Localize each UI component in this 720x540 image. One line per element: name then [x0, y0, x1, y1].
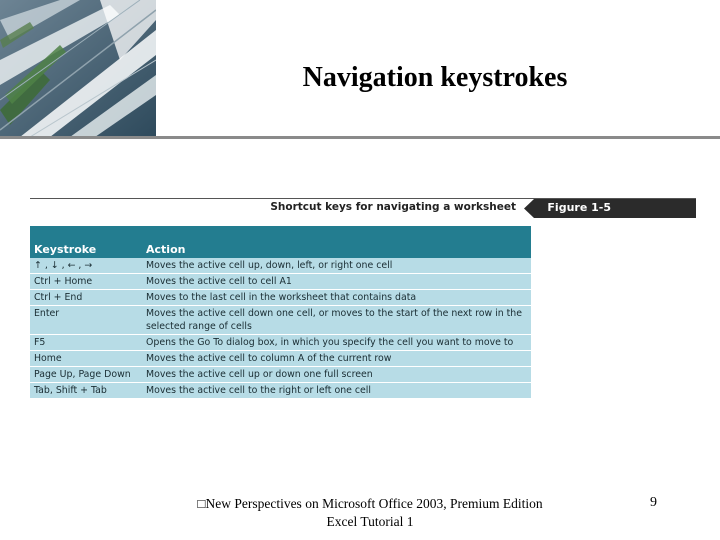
- keystroke-cell: ↑ , ↓ , ← , →: [30, 258, 142, 274]
- action-cell: Moves the active cell up, down, left, or right one cell: [142, 258, 531, 274]
- header-divider: [0, 136, 720, 139]
- figure-caption-bar: [30, 199, 696, 218]
- footer: [190, 495, 550, 531]
- column-header-keystroke: Keystroke: [30, 226, 142, 258]
- footer-glyph-icon: □: [197, 496, 206, 511]
- table-row: [30, 274, 531, 290]
- table-row: [30, 383, 531, 399]
- action-cell: Moves to the last cell in the worksheet that contains data: [142, 290, 531, 306]
- keystroke-cell: F5: [30, 335, 142, 351]
- slide-title: Navigation keystrokes: [302, 62, 568, 93]
- column-header-action: Action: [142, 226, 531, 258]
- architecture-photo: [0, 0, 156, 137]
- action-cell: Moves the active cell down one cell, or moves to the start of the next row in the selected range of cells: [142, 306, 531, 335]
- keystroke-cell: Tab, Shift + Tab: [30, 383, 142, 399]
- action-cell: Moves the active cell up or down one full screen: [142, 367, 531, 383]
- table-row: [30, 258, 531, 274]
- keystroke-cell: Ctrl + Home: [30, 274, 142, 290]
- action-cell: Moves the active cell to column A of the current row: [142, 351, 531, 367]
- table-row: [30, 290, 531, 306]
- footer-line-2: Excel Tutorial 1: [326, 514, 414, 529]
- table-header-row: [30, 226, 531, 258]
- figure-label: Figure 1-5: [547, 201, 611, 214]
- table-row: [30, 335, 531, 351]
- keystroke-cell: Home: [30, 351, 142, 367]
- keystroke-cell: Enter: [30, 306, 142, 335]
- keystroke-cell: Ctrl + End: [30, 290, 142, 306]
- action-cell: Moves the active cell to the right or left one cell: [142, 383, 531, 399]
- figure-caption: Shortcut keys for navigating a worksheet: [270, 201, 516, 213]
- action-cell: Moves the active cell to cell A1: [142, 274, 531, 290]
- table-row: [30, 367, 531, 383]
- table-row: [30, 351, 531, 367]
- page-number: 9: [650, 495, 657, 510]
- shortcut-keys-table: [30, 226, 531, 398]
- table-row: [30, 306, 531, 335]
- corner-architecture-image: [0, 0, 156, 137]
- action-cell: Opens the Go To dialog box, in which you specify the cell you want to move to: [142, 335, 531, 351]
- keystroke-cell: Page Up, Page Down: [30, 367, 142, 383]
- footer-line-1: New Perspectives on Microsoft Office 2003, Premium Edition: [205, 496, 543, 511]
